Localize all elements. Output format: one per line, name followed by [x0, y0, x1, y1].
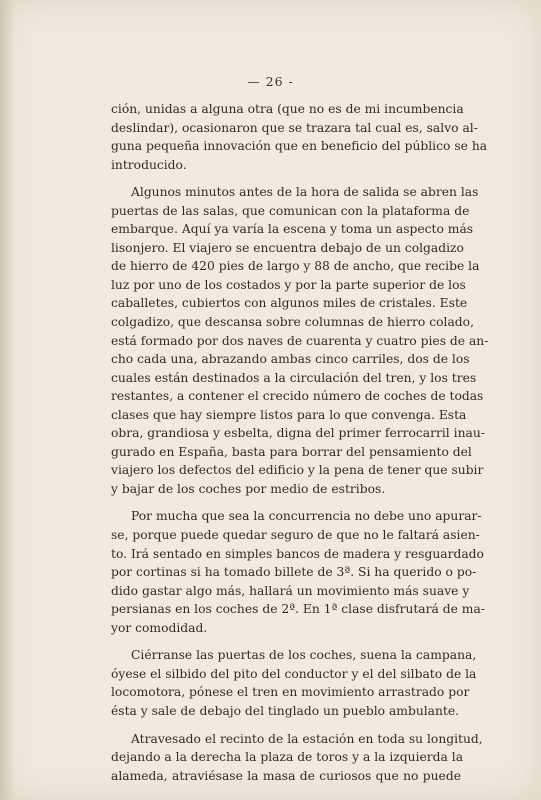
text-line: Algunos minutos antes de la hora de salida se abren las — [131, 185, 479, 200]
text-line: locomotora, pónese el tren en movimiento arrastrado por — [111, 685, 470, 700]
text-line: Por mucha que sea la concurrencia no debe uno apurar- — [131, 509, 482, 524]
text-line: persianas en los coches de 2ª. En 1ª clase disfrutará de ma- — [111, 602, 485, 617]
text-line: deslindar), ocasionaron que se trazara tal cual es, salvo al- — [111, 120, 478, 135]
text-line: viajero los defectos del edificio y la pena de tener que subir — [111, 463, 484, 478]
text-line: obra, grandiosa y esbelta, digna del primer ferrocarril inau- — [111, 426, 485, 441]
text-line: luz por uno de los costados y por la parte superior de los — [111, 277, 466, 292]
page-number: — 26 - — [247, 74, 294, 89]
text-line: caballetes, cubiertos con algunos miles de cristales. Este — [111, 296, 468, 311]
body-text — [111, 100, 489, 794]
text-line: cuales están destinados a la circulación del tren, y los tres — [111, 370, 477, 385]
text-line: y bajar de los coches por medio de estribos. — [111, 481, 386, 496]
text-line: guna pequeña innovación que en beneficio del público se ha — [111, 139, 488, 154]
paragraph-3 — [111, 507, 485, 637]
text-line: puertas de las salas, que comunican con la plataforma de — [111, 203, 470, 218]
text-line: introducido. — [111, 157, 187, 172]
text-line: Ciérranse las puertas de los coches, suena la campana, — [131, 648, 477, 663]
paragraph-4 — [111, 646, 477, 720]
text-line: alameda, atraviésase la masa de curiosos que no puede — [111, 768, 461, 783]
text-line: ésta y sale de debajo del tinglado un pueblo ambulante. — [111, 703, 460, 718]
text-line: dejando a la derecha la plaza de toros y a la izquierda la — [111, 750, 464, 765]
page-edge-shadow — [0, 0, 14, 800]
paragraph-1 — [111, 100, 488, 174]
text-line: lisonjero. El viajero se encuentra debajo de un colgadizo — [111, 240, 464, 255]
text-line: restantes, a contener el crecido número de coches de todas — [111, 389, 484, 404]
text-line: colgadizo, que descansa sobre columnas de hierro colado, — [111, 315, 474, 330]
text-line: por cortinas si ha tomado billete de 3ª. Si ha querido o po- — [111, 565, 477, 580]
paragraph-5 — [111, 730, 483, 786]
text-line: embarque. Aquí ya varía la escena y toma un aspecto más — [111, 222, 474, 237]
paragraph-2 — [111, 183, 489, 498]
text-line: ción, unidas a alguna otra (que no es de mi incumbencia — [111, 102, 464, 116]
text-line: de hierro de 420 pies de largo y 88 de ancho, que recibe la — [111, 259, 480, 274]
text-line: clases que hay siempre listos para lo que convenga. Esta — [111, 407, 467, 422]
text-line: óyese el silbido del pito del conductor y el del silbato de la — [111, 666, 477, 681]
text-line: se, porque puede quedar seguro de que no le faltará asien- — [111, 528, 480, 543]
text-line: dido gastar algo más, hallará un movimiento más suave y — [111, 583, 470, 598]
text-line: está formado por dos naves de cuarenta y cuatro pies de an- — [111, 333, 489, 348]
text-line: to. Irá sentado en simples bancos de madera y resguardado — [111, 546, 484, 561]
text-line: yor comodidad. — [111, 620, 208, 635]
text-line: Atravesado el recinto de la estación en toda su longitud, — [131, 731, 483, 746]
text-line: cho cada una, abrazando ambas cinco carriles, dos de los — [111, 352, 470, 367]
text-line: gurado en España, basta para borrar del pensamiento del — [111, 444, 472, 459]
